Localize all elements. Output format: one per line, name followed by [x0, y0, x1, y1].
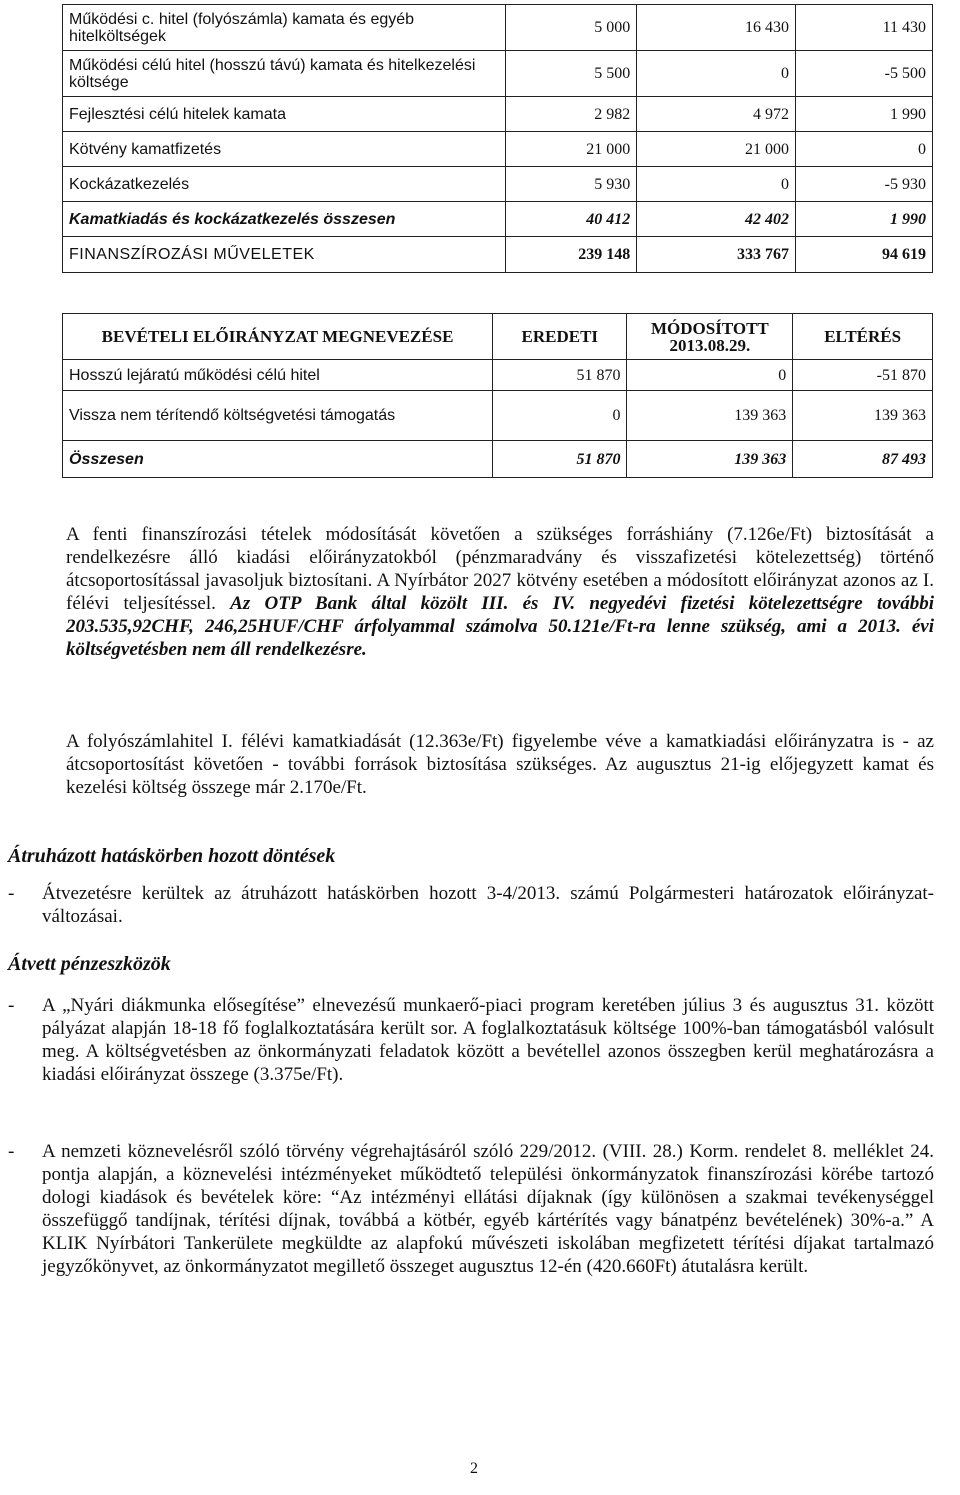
table-row — [63, 51, 933, 97]
row-label: Összesen — [63, 441, 493, 478]
paragraph-overdraft: A folyószámlahitel I. félévi kamatkiadását (12.363e/Ft) figyelembe véve a kamatkiadási előirányzatra is - az átcsoportosítást követően - további források biztosítása szükséges. Az augusztus 21-ig előjegyzett kamat és kezelési költség összege már 2.170e/Ft. — [66, 731, 934, 798]
revenue-table — [62, 313, 933, 478]
row-label: FINANSZÍROZÁSI MŰVELETEK — [63, 237, 506, 273]
row-label: Kötvény kamatfizetés — [63, 132, 506, 167]
page-number: 2 — [470, 1460, 478, 1477]
paragraph-financing-bold: Az OTP Bank által közölt III. és IV. negyedévi fizetési kötelezettségre további 203.535,92CHF, 246,25HUF/CHF árfolyammal számolva 50.121e/Ft-ra lenne szükség, ami a 2013. évi költségvetésben nem áll rendelkezésre. — [66, 593, 934, 660]
table-row — [63, 167, 933, 202]
paragraph-financing — [66, 523, 934, 661]
list-item-text: A nemzeti köznevelésről szóló törvény végrehajtásáról szóló 229/2012. (VIII. 28.) Korm. rendelet 8. melléklet 24. pontja alapján, a köznevelési intézményeket működtető települési önkormányzatok finanszírozási körébe tartozó dologi kiadások és bevételek köre: “Az intézményi ellátási díjaknak (így különösen a szakmai tevékenységgel összefüggő tandíjnak, térítési díjnak, továbbá a kötbér, egyéb kártérítés vagy bánatpénz bevételének) 30%-a.” A KLIK Nyírbátori Tankerülete megküldte az alapfokú művészeti iskolában megfizetett térítési díjakat tartalmazó jegyzőkönyvet, az önkormányzatot megillető összeget augusztus 12-én (420.660Ft) átutalásra került. — [42, 1141, 934, 1277]
cell-difference: 1 990 — [796, 97, 933, 132]
header-original: EREDETI — [493, 314, 627, 360]
section-heading-funds: Átvett pénzeszközök — [8, 953, 171, 975]
cell-modified: 16 430 — [637, 5, 796, 51]
header-difference: ELTÉRÉS — [793, 314, 933, 360]
list-item-text: Átvezetésre kerültek az átruházott hatáskörben hozott 3-4/2013. számú Polgármesteri határozatok előirányzat-változásai. — [42, 883, 934, 927]
table-header-row — [63, 314, 933, 360]
cell-difference: -51 870 — [793, 360, 933, 391]
finance-table-1 — [62, 4, 933, 273]
cell-difference: 11 430 — [796, 5, 933, 51]
cell-original: 51 870 — [493, 360, 627, 391]
row-label: Vissza nem térítendő költségvetési támogatás — [63, 391, 493, 441]
row-label: Fejlesztési célú hitelek kamata — [63, 97, 506, 132]
header-label: BEVÉTELI ELŐIRÁNYZAT MEGNEVEZÉSE — [63, 314, 493, 360]
dash-bullet: - — [8, 1141, 15, 1162]
table-row — [63, 441, 933, 478]
dash-bullet: - — [8, 883, 15, 904]
list-item — [8, 1140, 934, 1278]
cell-difference: 0 — [796, 132, 933, 167]
table-row — [63, 5, 933, 51]
cell-original: 0 — [493, 391, 627, 441]
dash-bullet: - — [8, 995, 15, 1016]
table-row — [63, 97, 933, 132]
paragraph-financing-plain: A fenti finanszírozási tételek módosítását követően a szükséges forráshiány (7.126e/Ft) biztosítását a rendelkezésre álló kiadási előirányzatokból (pénzmaradvány és visszafizetési kötelezettség) történő átcsoportosítással javasoljuk biztosítani. A Nyírbátor 2027 kötvény esetében a módosított előirányzat azonos az I. félévi teljesítéssel. — [66, 524, 934, 614]
row-label: Kockázatkezelés — [63, 167, 506, 202]
section-heading-delegated: Átruházott hatáskörben hozott döntések — [8, 845, 336, 867]
cell-original: 51 870 — [493, 441, 627, 478]
list-item-text: A „Nyári diákmunka elősegítése” elnevezésű munkaerő-piaci program keretében július 3 és augusztus 31. között pályázat alapján 18-18 fő foglalkoztatására került sor. A foglalkoztatásuk költsége 100%-ban támogatásból valósult meg. A költségvetésben az önkormányzati feladatok között a bevétellel azonos összegben kerül meghatározásra a kiadási előirányzat összege (3.375e/Ft). — [42, 995, 934, 1085]
cell-modified: 21 000 — [637, 132, 796, 167]
cell-original: 2 982 — [505, 97, 636, 132]
cell-modified: 42 402 — [637, 202, 796, 237]
cell-original: 5 930 — [505, 167, 636, 202]
cell-original: 5 000 — [505, 5, 636, 51]
row-label: Kamatkiadás és kockázatkezelés összesen — [63, 202, 506, 237]
cell-modified: 139 363 — [627, 391, 793, 441]
table-row — [63, 360, 933, 391]
cell-difference: -5 500 — [796, 51, 933, 97]
cell-modified: 139 363 — [627, 441, 793, 478]
table-row — [63, 132, 933, 167]
list-item — [8, 882, 934, 928]
cell-original: 5 500 — [505, 51, 636, 97]
row-label: Működési c. hitel (folyószámla) kamata és egyéb hitelköltségek — [63, 5, 506, 51]
cell-original: 239 148 — [505, 237, 636, 273]
table-row — [63, 237, 933, 273]
row-label: Működési célú hitel (hosszú távú) kamata és hitelkezelési költsége — [63, 51, 506, 97]
cell-difference: 94 619 — [796, 237, 933, 273]
cell-modified: 0 — [637, 167, 796, 202]
row-label: Hosszú lejáratú működési célú hitel — [63, 360, 493, 391]
cell-difference: 1 990 — [796, 202, 933, 237]
table-row — [63, 202, 933, 237]
table-row — [63, 391, 933, 441]
cell-modified: 0 — [637, 51, 796, 97]
cell-original: 40 412 — [505, 202, 636, 237]
cell-difference: -5 930 — [796, 167, 933, 202]
cell-difference: 87 493 — [793, 441, 933, 478]
cell-difference: 139 363 — [793, 391, 933, 441]
cell-modified: 0 — [627, 360, 793, 391]
list-item — [8, 994, 934, 1086]
cell-original: 21 000 — [505, 132, 636, 167]
cell-modified: 4 972 — [637, 97, 796, 132]
header-modified: MÓDOSÍTOTT 2013.08.29. — [627, 314, 793, 360]
cell-modified: 333 767 — [637, 237, 796, 273]
